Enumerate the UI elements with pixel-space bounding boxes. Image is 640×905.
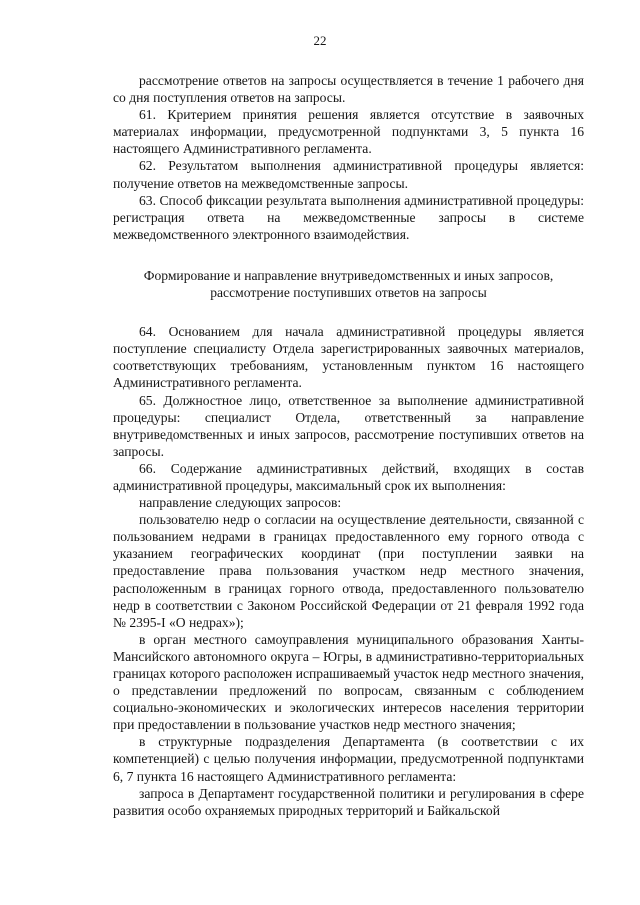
paragraph-64: 64. Основанием для начала административной процедуры является поступление специалисту Отдела зарегистрированных заявочных материалов, соответствующих требованиям, установленным пунктом 16 настоящего Административного регламента. — [113, 324, 584, 391]
paragraph-63: 63. Способ фиксации результата выполнения административной процедуры: регистрация ответа на межведомственные запросы в системе межведомственного электронного взаимодействия. — [113, 192, 584, 242]
paragraph-continuation: рассмотрение ответов на запросы осуществляется в течение 1 рабочего дня со дня поступления ответов на запросы. — [113, 73, 584, 106]
paragraph-request-subsoil-user: пользователю недр о согласии на осуществление деятельности, связанной с пользованием недрами в границах предоставленного ему горного отвода с указанием географических координат (при поступлении заявки на предоставление права пользования участком недр местного значения, расположенным в границах горного отвода, предоставленного пользователю недр в соответствии с Законом Российской Федерации от 21 февраля 1992 года № 2395-I «О недрах»); — [113, 512, 584, 630]
section-heading-line-1: Формирование и направление внутриведомственных и иных запросов, — [143, 267, 554, 283]
page-number: 22 — [313, 33, 327, 48]
paragraph-request-protected-areas: запроса в Департамент государственной политики и регулирования в сфере развития особо охраняемых природных территорий и Байкальской — [113, 785, 584, 818]
paragraph-requests-intro: направление следующих запросов: — [139, 495, 342, 511]
paragraph-61: 61. Критерием принятия решения является отсутствие в заявочных материалах информации, предусмотренной подпунктами 3, 5 пункта 16 настоящего Административного регламента. — [113, 107, 584, 157]
section-heading — [113, 267, 584, 301]
paragraph-65: 65. Должностное лицо, ответственное за выполнение административной процедуры: специалист Отдела, ответственный за направление внутриведомственных и иных запросов, рассмотрение поступивших ответов на запросы. — [113, 392, 584, 459]
document-body — [113, 72, 584, 819]
paragraph-66: 66. Содержание административных действий, входящих в состав административной процедуры, максимальный срок их выполнения: — [113, 460, 584, 493]
paragraph-62: 62. Результатом выполнения административной процедуры является: получение ответов на межведомственные запросы. — [113, 158, 584, 191]
section-heading-line-2: рассмотрение поступивших ответов на запросы — [210, 285, 487, 301]
paragraph-request-departments: в структурные подразделения Департамента (в соответствии с их компетенцией) с целью получения информации, предусмотренной подпунктами 6, 7 пункта 16 настоящего Административного регламента: — [113, 734, 584, 784]
paragraph-request-local-government: в орган местного самоуправления муниципального образования Ханты-Мансийского автономного округа – Югры, в административно-территориальных границах которого расположен испрашиваемый участок недр местного значения, о представлении предложений по вопросам, связанным с соблюдением социально-экономических и экологических интересов населения территории при предоставлении в пользование участков недр местного значения; — [113, 631, 584, 733]
